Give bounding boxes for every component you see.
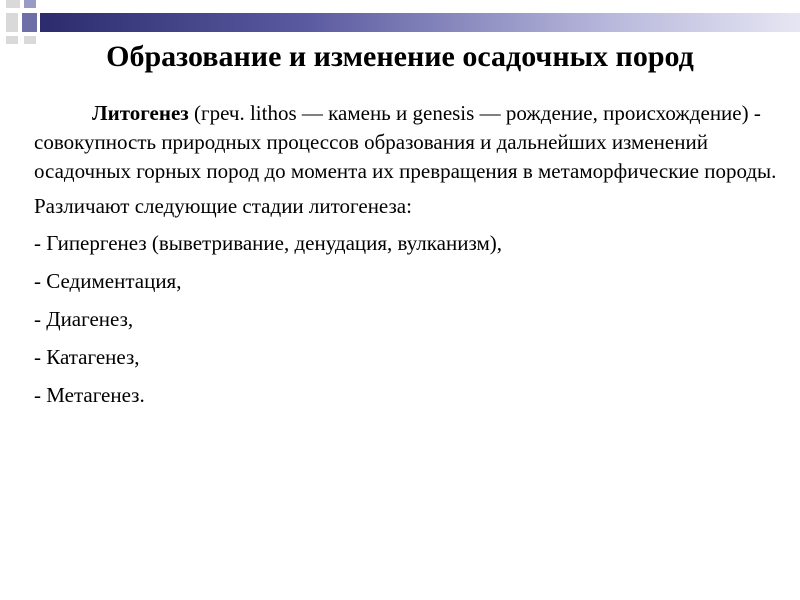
slide-body — [34, 99, 779, 419]
list-item: - Седиментация, — [34, 269, 182, 293]
slide-title: Образование и изменение осадочных пород — [106, 40, 694, 73]
list-item: - Гипергенез (выветривание, денудация, вулканизм), — [34, 231, 502, 255]
stages-intro: Различают следующие стадии литогенеза: — [34, 194, 412, 218]
header-bar — [40, 13, 800, 32]
definition-paragraph — [34, 99, 779, 186]
decor-square — [22, 13, 37, 32]
decor-square — [6, 0, 20, 8]
decor-square — [24, 0, 36, 8]
definition-term: Литогенез — [92, 101, 189, 125]
list-item: - Диагенез, — [34, 307, 134, 331]
definition-text: (греч. lithos — камень и genesis — рождение, происхождение) - совокупность природных процессов образования и дальнейших изменений осадочных горных пород до момента их превращения в метаморфические породы. — [34, 101, 777, 183]
decor-square — [6, 13, 18, 32]
list-item: - Метагенез. — [34, 383, 145, 407]
list-item: - Катагенез, — [34, 345, 140, 369]
